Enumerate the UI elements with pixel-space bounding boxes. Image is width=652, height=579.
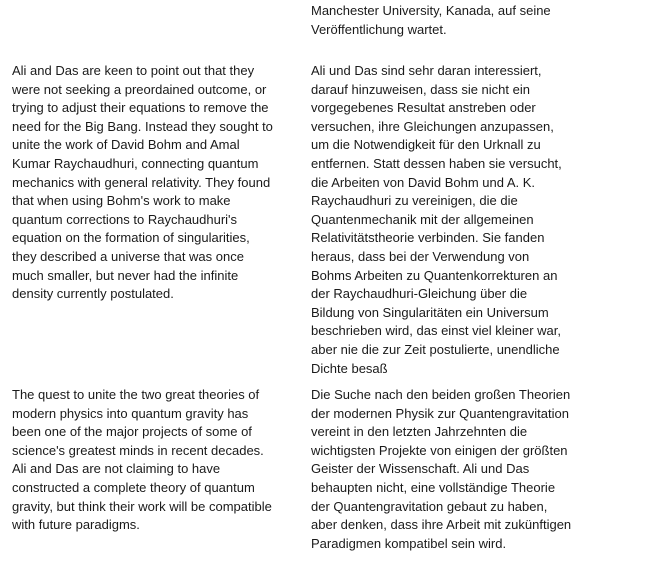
english-paragraph-2: The quest to unite the two great theories of modern physics into quantum gravity has been one of the major projects of some of science's greatest minds in recent decades. Ali and Das are not claiming to have constructed a complete theory of quantum gravity, but think their work will be compatible with future paradigms. — [12, 387, 272, 533]
german-paragraph-0: Manchester University, Kanada, auf seine Veröffentlichung wartet. — [311, 3, 551, 37]
english-paragraph-1: Ali and Das are keen to point out that they were not seeking a preordained outcome, or trying to adjust their equations to remove the need for the Big Bang. Instead they sought to unite the work of David Bohm and Amal Kumar Raychaudhuri, connecting quantum mechanics with general relativity. They found that when using Bohm's work to make quantum corrections to Raychaudhuri's equation on the formation of singularities, they described a universe that was once much smaller, but never had the infinite density currently postulated. — [12, 63, 273, 302]
german-paragraph-2: Die Suche nach den beiden großen Theorien der modernen Physik zur Quantengravitation vereint in den letzten Jahrzehnten die wichtigsten Projekte von einigen der größten Geister der Wissenschaft. Ali und Das behaupten nicht, eine vollständige Theorie der Quantengravitation gebaut zu haben, aber denken, dass ihre Arbeit mit zukünftigen Paradigmen kompatibel sein wird. — [311, 387, 572, 551]
german-paragraph-1: Ali und Das sind sehr daran interessiert, darauf hinzuweisen, dass sie nicht ein vorgegebenes Resultat anstreben oder versuchen, ihre Gleichungen anzupassen, um die Notwendigkeit für den Urknall zu entfernen. Statt dessen haben sie versucht, die Arbeiten von David Bohm und A. K. Raychaudhuri zu vereinigen, die die Quantenmechanik mit der allgemeinen Relativitätstheorie verbinden. Sie fanden heraus, dass bei der Verwendung von Bohms Arbeiten zu Quantenkorrekturen an der Raychaudhuri-Gleichung über die Bildung von Singularitäten ein Universum beschrieben wird, das einst viel kleiner war, aber nie die zur Zeit postulierte, unendliche Dichte besaß — [311, 63, 562, 376]
